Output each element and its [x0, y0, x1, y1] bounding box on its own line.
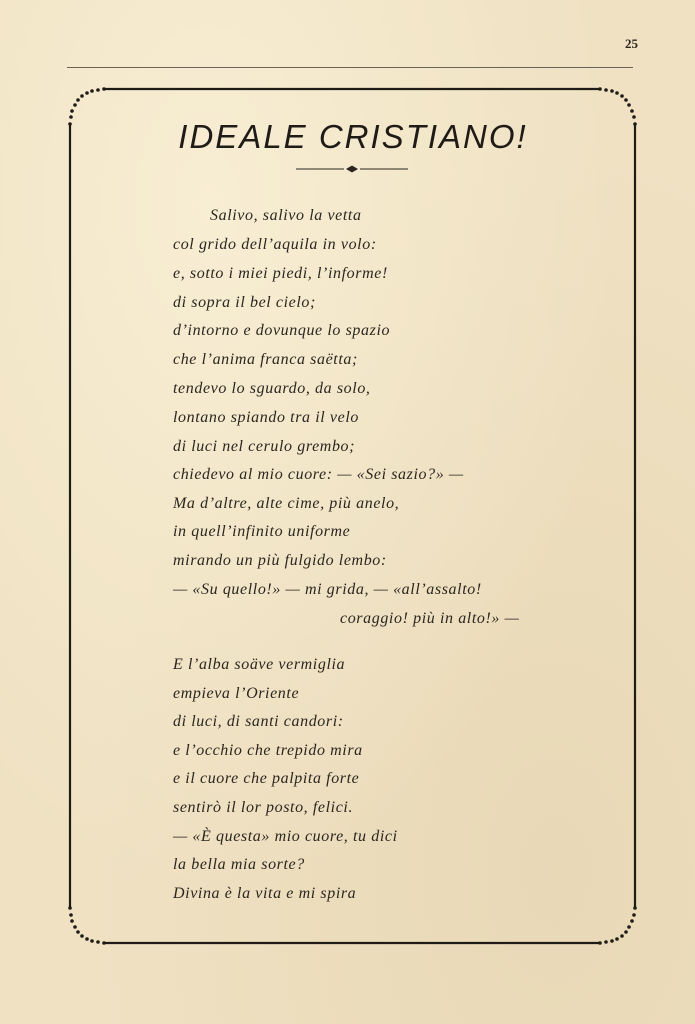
poem-line: E l’alba soäve vermiglia — [173, 656, 346, 673]
poem-line: Divina è la vita e mi spira — [173, 885, 357, 902]
poem-line: di luci, di santi candori: — [173, 713, 344, 730]
poem-line: e l’occhio che trepido mira — [173, 742, 363, 759]
poem-line: empieva l’Oriente — [173, 685, 300, 702]
poem-line: tendevo lo sguardo, da solo, — [173, 380, 371, 397]
poem-line: la bella mia sorte? — [173, 856, 305, 873]
poem-line: sentirò il lor posto, felici. — [173, 799, 354, 816]
poem-line: col grido dell’aquila in volo: — [173, 236, 377, 253]
poem-line: di sopra il bel cielo; — [173, 294, 316, 311]
poem-line: Salivo, salivo la vetta — [210, 207, 362, 224]
poem-line: Ma d’altre, alte cime, più anelo, — [173, 495, 400, 512]
poem-line: in quell’infinito uniforme — [173, 523, 351, 540]
poem-line: lontano spiando tra il velo — [173, 409, 359, 426]
poem-line: mirando un più fulgido lembo: — [173, 552, 387, 569]
poem-title: IDEALE CRISTIANO! — [178, 118, 528, 155]
poem-line: di luci nel cerulo grembo; — [173, 438, 356, 455]
poem-line: e, sotto i miei piedi, l’informe! — [173, 265, 388, 282]
poem-line: — «È questa» mio cuore, tu dici — [173, 828, 398, 845]
poem-line: chiedevo al mio cuore: — «Sei sazio?» — — [173, 466, 464, 483]
poem-line: d’intorno e dovunque lo spazio — [173, 322, 391, 339]
poem-line: — «Su quello!» — mi grida, — «all’assalto! — [173, 581, 482, 598]
poem-line: coraggio! più in alto!» — — [340, 610, 520, 627]
poem-line: e il cuore che palpita forte — [173, 770, 360, 787]
poem-line: che l’anima franca saëtta; — [173, 351, 358, 368]
page-number: 25 — [625, 36, 638, 51]
